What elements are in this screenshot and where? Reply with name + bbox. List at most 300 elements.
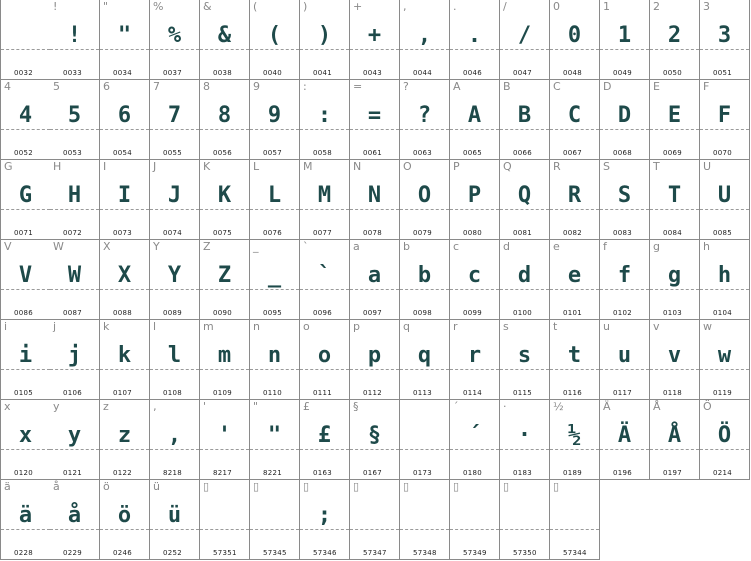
glyph-label: z — [103, 400, 109, 413]
glyph-cell — [100, 160, 150, 240]
glyph-sample: k — [117, 343, 132, 368]
glyph-cell — [500, 80, 550, 160]
glyph-cell — [400, 400, 450, 480]
glyph-cell — [50, 80, 100, 160]
glyph-cell — [550, 160, 600, 240]
glyph-sample: ö — [117, 503, 132, 528]
glyph-codepoint: 0090 — [213, 309, 233, 317]
glyph-codepoint: 0197 — [663, 469, 683, 477]
glyph-label: ▯ — [553, 480, 560, 493]
glyph-cell — [450, 240, 500, 320]
glyph-codepoint: 0066 — [513, 149, 533, 157]
glyph-sample: n — [267, 343, 282, 368]
glyph-codepoint: 0099 — [463, 309, 483, 317]
glyph-sample: § — [367, 423, 382, 448]
glyph-cell — [50, 240, 100, 320]
glyph-sample: y — [67, 423, 82, 448]
glyph-sample: 2 — [667, 23, 682, 48]
glyph-label: Ä — [603, 400, 611, 413]
glyph-cell — [150, 400, 200, 480]
glyph-sample: U — [717, 183, 732, 208]
glyph-label: J — [153, 160, 157, 173]
glyph-codepoint: 0080 — [463, 229, 483, 237]
glyph-codepoint: 0079 — [413, 229, 433, 237]
glyph-cell — [250, 240, 300, 320]
glyph-sample: ( — [267, 23, 282, 48]
glyph-cell — [350, 160, 400, 240]
glyph-cell — [450, 480, 500, 560]
glyph-label: Y — [153, 240, 160, 253]
glyph-cell — [300, 80, 350, 160]
glyph-cell — [500, 400, 550, 480]
glyph-cell — [100, 320, 150, 400]
glyph-sample: r — [467, 343, 482, 368]
glyph-codepoint: 0118 — [663, 389, 683, 397]
glyph-sample: å — [67, 503, 82, 528]
glyph-codepoint: 0074 — [163, 229, 183, 237]
glyph-sample: l — [167, 343, 182, 368]
glyph-codepoint: 8217 — [213, 469, 233, 477]
glyph-label: D — [603, 80, 612, 93]
glyph-cell — [650, 320, 700, 400]
glyph-label: 6 — [103, 80, 110, 93]
glyph-cell — [450, 320, 500, 400]
glyph-sample: Y — [167, 263, 182, 288]
glyph-sample: 3 — [717, 23, 732, 48]
glyph-codepoint: 0103 — [663, 309, 683, 317]
glyph-label: ▯ — [403, 480, 410, 493]
glyph-cell — [650, 0, 700, 80]
glyph-label: 0 — [553, 0, 560, 13]
glyph-sample: I — [117, 183, 132, 208]
glyph-label: C — [553, 80, 561, 93]
glyph-cell — [350, 400, 400, 480]
glyph-codepoint: 0183 — [513, 469, 533, 477]
glyph-codepoint: 0252 — [163, 549, 183, 557]
glyph-codepoint: 57344 — [563, 549, 587, 557]
glyph-codepoint: 8221 — [263, 469, 283, 477]
glyph-codepoint: 0114 — [463, 389, 483, 397]
glyph-codepoint: 0034 — [113, 69, 133, 77]
glyph-label: ( — [253, 0, 258, 13]
glyph-label: v — [653, 320, 660, 333]
glyph-label: s — [503, 320, 509, 333]
glyph-codepoint: 0088 — [113, 309, 133, 317]
glyph-codepoint: 57349 — [463, 549, 487, 557]
glyph-label: G — [4, 160, 13, 173]
glyph-cell — [300, 160, 350, 240]
baseline-guide — [350, 529, 399, 530]
glyph-label: i — [4, 320, 8, 333]
glyph-cell — [350, 240, 400, 320]
glyph-cell — [500, 320, 550, 400]
glyph-codepoint: 0051 — [713, 69, 733, 77]
glyph-label: P — [453, 160, 460, 173]
glyph-cell — [200, 240, 250, 320]
glyph-cell — [700, 240, 750, 320]
glyph-label: ? — [403, 80, 409, 93]
glyph-cell — [0, 80, 51, 160]
glyph-codepoint: 0054 — [113, 149, 133, 157]
glyph-sample: j — [67, 343, 82, 368]
baseline-guide — [450, 529, 499, 530]
glyph-codepoint: 0071 — [14, 229, 34, 237]
glyph-codepoint: 0100 — [513, 309, 533, 317]
glyph-codepoint: 0047 — [513, 69, 533, 77]
glyph-cell — [350, 0, 400, 80]
glyph-label: U — [703, 160, 712, 173]
glyph-label: ▯ — [503, 480, 510, 493]
glyph-codepoint: 0112 — [363, 389, 383, 397]
glyph-cell — [200, 480, 250, 560]
glyph-label: d — [503, 240, 510, 253]
glyph-sample: a — [367, 263, 382, 288]
glyph-sample: f — [617, 263, 632, 288]
glyph-label: ! — [53, 0, 58, 13]
glyph-label: I — [103, 160, 107, 173]
glyph-sample: Ö — [717, 423, 732, 448]
glyph-cell — [550, 0, 600, 80]
glyph-sample: s — [517, 343, 532, 368]
glyph-sample: C — [567, 103, 582, 128]
glyph-cell — [700, 320, 750, 400]
glyph-codepoint: 0196 — [613, 469, 633, 477]
glyph-sample: ü — [167, 503, 182, 528]
glyph-cell — [250, 480, 300, 560]
glyph-sample: ½ — [567, 423, 582, 448]
glyph-cell — [400, 0, 450, 80]
glyph-label: ö — [103, 480, 110, 493]
glyph-sample: : — [317, 103, 332, 128]
glyph-cell — [550, 320, 600, 400]
glyph-sample: ‚ — [167, 423, 182, 448]
glyph-sample: K — [217, 183, 232, 208]
glyph-sample: F — [717, 103, 732, 128]
glyph-label: M — [303, 160, 313, 173]
glyph-sample: u — [617, 343, 632, 368]
glyph-codepoint: 0048 — [563, 69, 583, 77]
glyph-label: · — [503, 400, 507, 413]
glyph-sample: £ — [317, 423, 332, 448]
glyph-codepoint: 0056 — [213, 149, 233, 157]
glyph-label: £ — [303, 400, 310, 413]
glyph-codepoint: 0095 — [263, 309, 283, 317]
glyph-codepoint: 0084 — [663, 229, 683, 237]
glyph-codepoint: 0050 — [663, 69, 683, 77]
glyph-cell — [550, 400, 600, 480]
glyph-sample: b — [417, 263, 432, 288]
glyph-label: a — [353, 240, 360, 253]
glyph-label: 7 — [153, 80, 160, 93]
glyph-label: ü — [153, 480, 160, 493]
glyph-cell — [150, 160, 200, 240]
glyph-codepoint: 0101 — [563, 309, 583, 317]
glyph-label: y — [53, 400, 60, 413]
glyph-cell — [0, 400, 51, 480]
glyph-sample: = — [367, 103, 382, 128]
glyph-cell — [0, 320, 51, 400]
glyph-sample: S — [617, 183, 632, 208]
glyph-sample: E — [667, 103, 682, 128]
glyph-label: & — [203, 0, 212, 13]
glyph-codepoint: 0061 — [363, 149, 383, 157]
glyph-sample: , — [417, 23, 432, 48]
glyph-sample: o — [317, 343, 332, 368]
glyph-sample: ' — [217, 423, 232, 448]
glyph-label: _ — [253, 240, 259, 253]
glyph-codepoint: 0106 — [63, 389, 83, 397]
glyph-codepoint: 57348 — [413, 549, 437, 557]
glyph-codepoint: 0173 — [413, 469, 433, 477]
glyph-codepoint: 0111 — [313, 389, 333, 397]
glyph-label: h — [703, 240, 710, 253]
glyph-sample: R — [567, 183, 582, 208]
glyph-sample: & — [217, 23, 232, 48]
glyph-cell — [600, 320, 650, 400]
baseline-guide — [500, 529, 549, 530]
glyph-label: t — [553, 320, 558, 333]
glyph-label: 4 — [4, 80, 11, 93]
glyph-sample: D — [617, 103, 632, 128]
glyph-label: O — [403, 160, 412, 173]
glyph-sample: m — [217, 343, 232, 368]
glyph-cell — [250, 320, 300, 400]
glyph-cell — [200, 320, 250, 400]
glyph-label: H — [53, 160, 62, 173]
glyph-codepoint: 0122 — [113, 469, 133, 477]
glyph-sample: p — [367, 343, 382, 368]
glyph-codepoint: 0102 — [613, 309, 633, 317]
glyph-cell — [700, 80, 750, 160]
glyph-codepoint: 0109 — [213, 389, 233, 397]
glyph-codepoint: 0069 — [663, 149, 683, 157]
glyph-sample: V — [18, 263, 33, 288]
glyph-cell — [700, 0, 750, 80]
glyph-cell — [200, 400, 250, 480]
glyph-cell — [550, 80, 600, 160]
glyph-codepoint: 0032 — [14, 69, 34, 77]
glyph-sample: ´ — [467, 423, 482, 448]
glyph-sample: e — [567, 263, 582, 288]
glyph-codepoint: 57350 — [513, 549, 537, 557]
glyph-sample: 5 — [67, 103, 82, 128]
glyph-cell — [500, 160, 550, 240]
glyph-cell — [100, 400, 150, 480]
glyph-label: ä — [4, 480, 11, 493]
glyph-codepoint: 0083 — [613, 229, 633, 237]
glyph-sample: + — [367, 23, 382, 48]
glyph-codepoint: 0113 — [413, 389, 433, 397]
glyph-cell — [650, 400, 700, 480]
glyph-codepoint: 57347 — [363, 549, 387, 557]
glyph-cell — [50, 400, 100, 480]
glyph-label: ▯ — [253, 480, 260, 493]
glyph-codepoint: 0081 — [513, 229, 533, 237]
glyph-codepoint: 0105 — [14, 389, 34, 397]
glyph-sample: 0 — [567, 23, 582, 48]
glyph-codepoint: 0085 — [713, 229, 733, 237]
glyph-codepoint: 0043 — [363, 69, 383, 77]
glyph-codepoint: 0053 — [63, 149, 83, 157]
glyph-codepoint: 0065 — [463, 149, 483, 157]
glyph-cell — [700, 400, 750, 480]
glyph-label: K — [203, 160, 211, 173]
glyph-label: R — [553, 160, 561, 173]
glyph-cell — [400, 80, 450, 160]
glyph-cell — [600, 80, 650, 160]
glyph-cell — [350, 480, 400, 560]
glyph-sample: 8 — [217, 103, 232, 128]
glyph-cell — [500, 480, 550, 560]
glyph-codepoint: 0110 — [263, 389, 283, 397]
glyph-cell — [50, 160, 100, 240]
glyph-cell — [250, 80, 300, 160]
glyph-cell — [300, 0, 350, 80]
glyph-codepoint: 57345 — [263, 549, 287, 557]
glyph-cell — [600, 0, 650, 80]
glyph-cell — [300, 480, 350, 560]
baseline-guide — [550, 529, 599, 530]
glyph-cell — [50, 0, 100, 80]
glyph-codepoint: 0121 — [63, 469, 83, 477]
glyph-label: F — [703, 80, 710, 93]
glyph-sample: T — [667, 183, 682, 208]
glyph-codepoint: 0082 — [563, 229, 583, 237]
glyph-cell — [350, 80, 400, 160]
glyph-label: w — [703, 320, 712, 333]
glyph-cell — [600, 240, 650, 320]
glyph-codepoint: 0049 — [613, 69, 633, 77]
glyph-label: ▯ — [453, 480, 460, 493]
glyph-label: ‚ — [153, 400, 157, 413]
glyph-codepoint: 0089 — [163, 309, 183, 317]
glyph-cell — [450, 0, 500, 80]
glyph-codepoint: 0228 — [14, 549, 34, 557]
glyph-label: W — [53, 240, 64, 253]
glyph-codepoint: 0072 — [63, 229, 83, 237]
baseline-guide — [200, 529, 249, 530]
glyph-codepoint: 0214 — [713, 469, 733, 477]
glyph-sample: H — [67, 183, 82, 208]
glyph-sample: t — [567, 343, 582, 368]
glyph-label: / — [503, 0, 507, 13]
glyph-codepoint: 0189 — [563, 469, 583, 477]
glyph-label: ½ — [553, 400, 564, 413]
glyph-label: j — [53, 320, 57, 333]
glyph-cell — [200, 0, 250, 80]
glyph-cell — [450, 80, 500, 160]
glyph-cell — [250, 400, 300, 480]
glyph-label: p — [353, 320, 360, 333]
glyph-codepoint: 0038 — [213, 69, 233, 77]
glyph-label: q — [403, 320, 410, 333]
glyph-label: x — [4, 400, 11, 413]
glyph-codepoint: 0077 — [313, 229, 333, 237]
glyph-codepoint: 0116 — [563, 389, 583, 397]
glyph-label: k — [103, 320, 110, 333]
glyph-sample: . — [467, 23, 482, 48]
glyph-label: X — [103, 240, 111, 253]
baseline-guide — [250, 529, 299, 530]
glyph-label: c — [453, 240, 460, 253]
glyph-cell — [650, 80, 700, 160]
glyph-sample: ` — [317, 263, 332, 288]
glyph-cell — [150, 240, 200, 320]
glyph-codepoint: 0246 — [113, 549, 133, 557]
glyph-label: r — [453, 320, 458, 333]
glyph-label: B — [503, 80, 511, 93]
glyph-codepoint: 0033 — [63, 69, 83, 77]
glyph-codepoint: 0086 — [14, 309, 34, 317]
glyph-codepoint: 0108 — [163, 389, 183, 397]
glyph-label: b — [403, 240, 410, 253]
glyph-sample: W — [67, 263, 82, 288]
glyph-codepoint: 0078 — [363, 229, 383, 237]
glyph-cell — [300, 320, 350, 400]
glyph-codepoint: 0052 — [14, 149, 34, 157]
glyph-codepoint: 57346 — [313, 549, 337, 557]
glyph-label: T — [653, 160, 660, 173]
glyph-sample: B — [517, 103, 532, 128]
glyph-sample: 9 — [267, 103, 282, 128]
glyph-cell — [100, 80, 150, 160]
glyph-cell — [100, 480, 150, 560]
glyph-label: ) — [303, 0, 308, 13]
glyph-label: Q — [503, 160, 512, 173]
glyph-cell — [200, 160, 250, 240]
glyph-codepoint: 0119 — [713, 389, 733, 397]
glyph-label: : — [303, 80, 307, 93]
glyph-label: = — [353, 80, 363, 93]
glyph-sample: i — [18, 343, 33, 368]
glyph-sample: % — [167, 23, 182, 48]
glyph-label: Å — [653, 400, 661, 413]
glyph-cell — [300, 240, 350, 320]
glyph-sample: P — [467, 183, 482, 208]
glyph-label: m — [203, 320, 214, 333]
glyph-sample: d — [517, 263, 532, 288]
glyph-label: o — [303, 320, 310, 333]
glyph-cell — [0, 0, 51, 80]
glyph-label: § — [353, 400, 359, 413]
glyph-codepoint: 0104 — [713, 309, 733, 317]
glyph-cell — [0, 160, 51, 240]
glyph-cell — [700, 160, 750, 240]
glyph-sample: ! — [67, 23, 82, 48]
glyph-sample: h — [717, 263, 732, 288]
glyph-sample: w — [717, 343, 732, 368]
glyph-cell — [650, 160, 700, 240]
baseline-guide — [400, 529, 449, 530]
glyph-cell — [250, 160, 300, 240]
glyph-label: g — [653, 240, 660, 253]
glyph-codepoint: 0115 — [513, 389, 533, 397]
glyph-sample: X — [117, 263, 132, 288]
glyph-cell — [300, 400, 350, 480]
glyph-codepoint: 0229 — [63, 549, 83, 557]
glyph-label: 8 — [203, 80, 210, 93]
baseline-guide — [400, 449, 449, 450]
glyph-label: l — [153, 320, 157, 333]
glyph-codepoint: 0097 — [363, 309, 383, 317]
glyph-cell — [400, 480, 450, 560]
glyph-label: 5 — [53, 80, 60, 93]
glyph-cell — [50, 480, 100, 560]
glyph-cell — [500, 240, 550, 320]
glyph-label: 1 — [603, 0, 610, 13]
glyph-sample: " — [267, 423, 282, 448]
glyph-cell — [100, 0, 150, 80]
